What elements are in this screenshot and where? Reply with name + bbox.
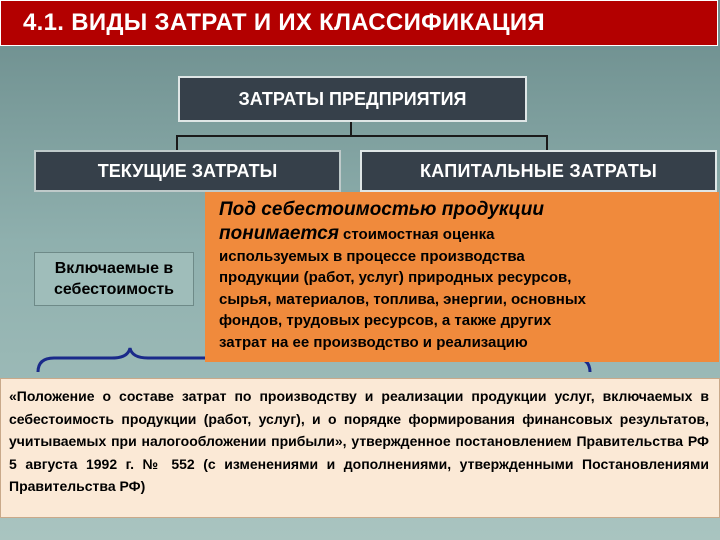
definition-line: затрат на ее производство и реализацию <box>219 333 528 351</box>
capital-costs-box <box>360 150 717 192</box>
connector-right-down <box>546 135 548 151</box>
slide-title-bar <box>0 0 718 46</box>
definition-lead-word: понимается <box>219 223 339 244</box>
definition-line-2 <box>219 223 711 246</box>
regulation-note-text: «Положение о составе затрат по производству и реализации продукции услуг, включаемых в себестоимость продукции (работ, услуг), и о порядке формирования финансовых результатов, учитываемых при налогообложении прибыли», утвержденное постановлением Правительства РФ 5 августа 1992 г. № 552 (с изменениями и дополнениями, утвержденными Постановлениями Правительства РФ) <box>9 388 709 495</box>
included-line-1: Включаемые в <box>54 260 174 277</box>
regulation-note-box <box>0 378 720 518</box>
included-in-cost-box <box>34 252 194 306</box>
current-costs-box <box>34 150 341 192</box>
definition-line: сырья, материалов, топлива, энергии, основных <box>219 290 586 308</box>
definition-heading: Под себестоимостью продукции <box>219 199 545 220</box>
cost-definition-popup <box>205 192 719 362</box>
connector-left-down <box>176 135 178 151</box>
capital-costs-label: КАПИТАЛЬНЫЕ ЗАТРАТЫ <box>419 160 658 181</box>
connector-root-down <box>350 122 352 136</box>
root-box-label: ЗАТРАТЫ ПРЕДПРИЯТИЯ <box>238 88 467 109</box>
definition-line: продукции (работ, услуг) природных ресурсов, <box>219 269 572 286</box>
definition-line: используемых в процессе производства <box>219 247 525 265</box>
slide-title: 4.1. ВИДЫ ЗАТРАТ И ИХ КЛАССИФИКАЦИЯ <box>23 9 545 36</box>
connector-horizontal <box>176 135 548 137</box>
included-line-2: себестоимость <box>53 281 175 298</box>
definition-line-2-rest: стоимостная оценка <box>338 226 495 243</box>
current-costs-label: ТЕКУЩИЕ ЗАТРАТЫ <box>97 160 278 181</box>
definition-line: фондов, трудовых ресурсов, а также других <box>219 312 552 329</box>
root-box-enterprise-costs <box>178 76 527 122</box>
